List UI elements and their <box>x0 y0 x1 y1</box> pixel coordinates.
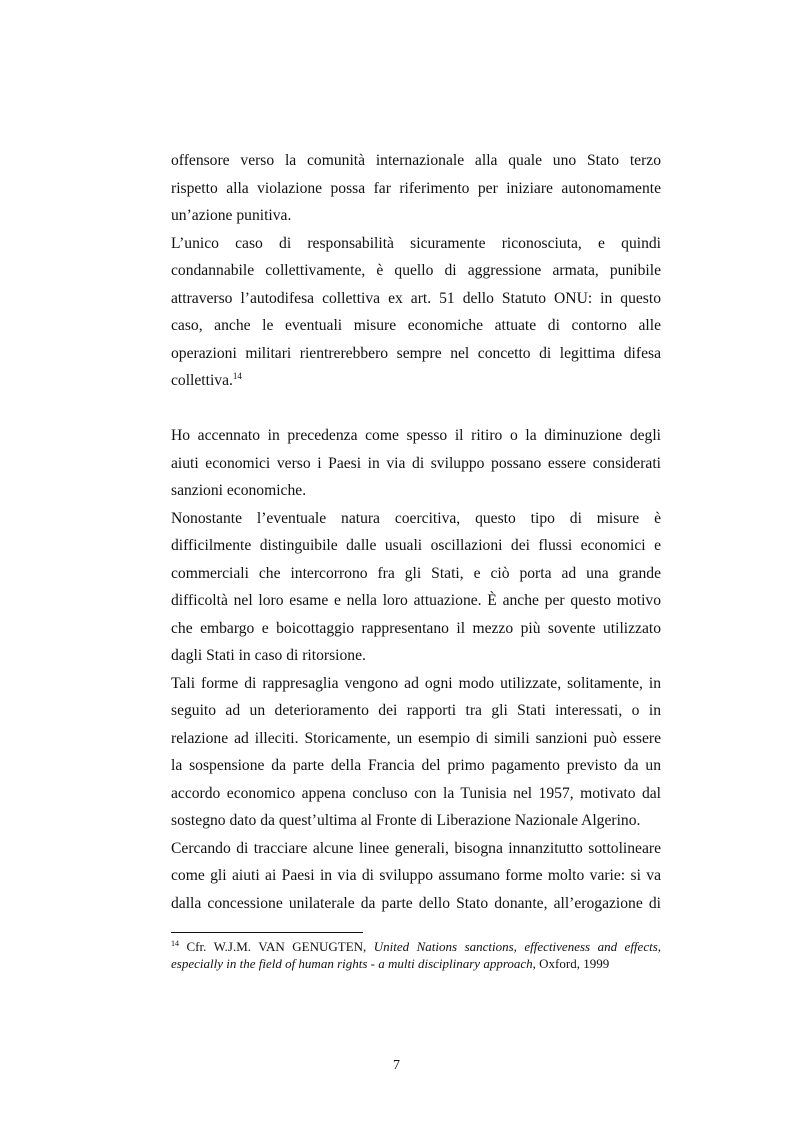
footnote-number: 14 <box>171 939 179 948</box>
page-number: 7 <box>393 1058 400 1073</box>
text-line: operazioni militari rientrerebbero sempre nel concetto di legittima difesa <box>171 344 661 362</box>
paragraph <box>171 147 661 230</box>
text-line: Nonostante l’eventuale natura coercitiva, questo tipo di misure è <box>171 509 661 527</box>
text-line: accordo economico appena concluso con la Tunisia nel 1957, motivato dal <box>171 784 661 802</box>
text-line: un’azione punitiva. <box>171 207 292 224</box>
paragraph <box>171 835 661 918</box>
paragraph <box>171 422 661 505</box>
text-line: attraverso l’autodifesa collettiva ex art. 51 dello Statuto ONU: in questo <box>171 289 661 307</box>
text-line: sostegno dato da quest’ultima al Fronte di Liberazione Nazionale Algerino. <box>171 812 641 829</box>
text-line: dalla concessione unilaterale da parte dello Stato donante, all’erogazione di <box>171 894 661 912</box>
footnote-line <box>171 938 661 955</box>
text-fragment: collettiva. <box>171 372 233 389</box>
text-line: come gli aiuti ai Paesi in via di sviluppo assumano forme molto varie: si va <box>171 867 661 884</box>
text-line: seguito ad un deterioramento dei rapporti tra gli Stati interessati, o in <box>171 702 661 719</box>
footnote-title: United Nations sanctions, effectiveness and effects, <box>373 939 662 954</box>
text-line: Ho accennato in precedenza come spesso il ritiro o la diminuzione degli <box>171 427 661 444</box>
footnote-divider <box>171 932 363 933</box>
footnote <box>171 938 661 972</box>
text-line: L’unico caso di responsabilità sicuramente riconosciuta, e quindi <box>171 234 661 252</box>
text-line: offensore verso la comunità internazionale alla quale uno Stato terzo <box>171 152 661 169</box>
text-line: condannabile collettivamente, è quello di aggressione armata, punibile <box>171 262 661 279</box>
text-line: difficoltà nel loro esame e nella loro attuazione. È anche per questo motivo <box>171 592 661 609</box>
text-line: che embargo e boicottaggio rappresentano il mezzo più sovente utilizzato <box>171 619 661 637</box>
text-line: relazione ad illeciti. Storicamente, un esempio di simili sanzioni può essere <box>171 729 661 747</box>
text-line: la sospensione da parte della Francia del primo pagamento previsto da un <box>171 757 661 774</box>
page-body <box>171 147 661 917</box>
text-line: Cercando di tracciare alcune linee generali, bisogna innanzitutto sottolineare <box>171 839 661 857</box>
paragraph <box>171 670 661 835</box>
text-line: difficilmente distinguibile dalle usuali oscillazioni dei flussi economici e <box>171 537 661 554</box>
text-line: sanzioni economiche. <box>171 482 307 499</box>
text-line <box>171 367 661 395</box>
footnote-suffix: , Oxford, 1999 <box>532 956 610 971</box>
paragraph-spacer <box>171 395 661 423</box>
footnote-prefix: Cfr. W.J.M. VAN GENUGTEN, <box>186 939 367 954</box>
footnote-title: especially in the field of human rights - a multi disciplinary approach <box>171 956 533 971</box>
paragraph <box>171 230 661 395</box>
paragraph <box>171 505 661 670</box>
text-line: commerciali che intercorrono fra gli Stati, e ciò porta ad una grande <box>171 564 661 582</box>
footnote-reference: 14 <box>232 371 242 381</box>
text-line: caso, anche le eventuali misure economiche attuate di contorno alle <box>171 317 661 334</box>
text-line: Tali forme di rappresaglia vengono ad ogni modo utilizzate, solitamente, in <box>171 674 661 692</box>
footnote-line <box>171 955 661 972</box>
text-line: aiuti economici verso i Paesi in via di sviluppo possano essere considerati <box>171 454 661 472</box>
text-line: rispetto alla violazione possa far riferimento per iniziare autonomamente <box>171 179 661 197</box>
text-line: dagli Stati in caso di ritorsione. <box>171 647 366 664</box>
